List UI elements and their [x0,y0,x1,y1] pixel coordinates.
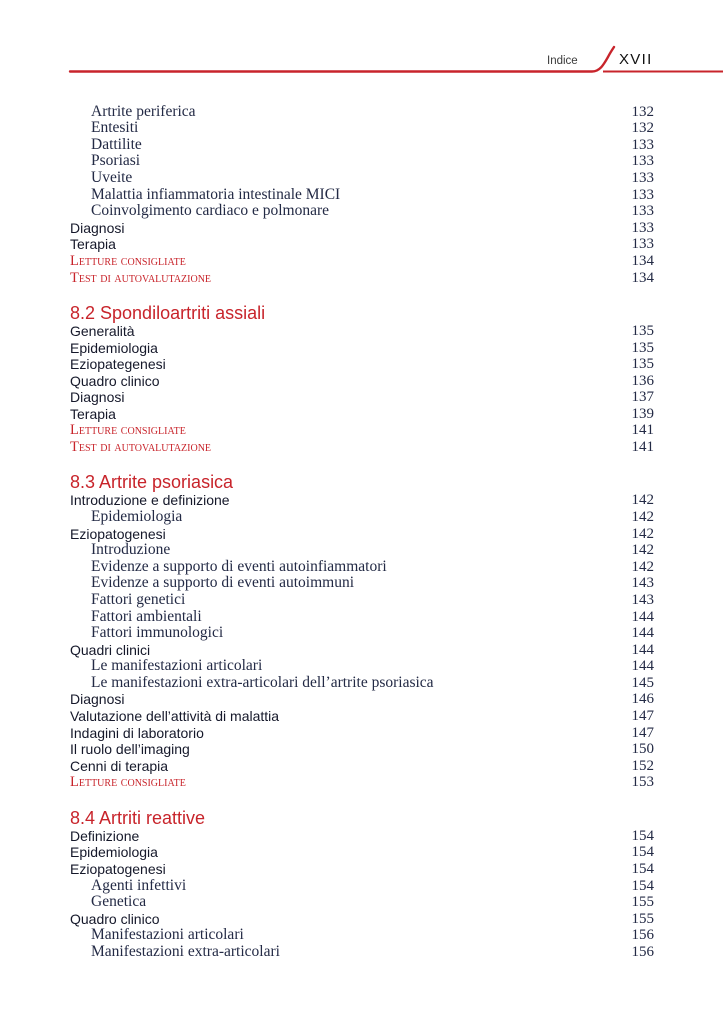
section-heading: 8.3 Artrite psoriasica [70,472,234,493]
toc-entry-page: 142 [631,508,654,525]
toc-entry-page: 156 [631,943,654,960]
toc-entry-title: Quadro clinico [70,372,160,389]
toc-entry [70,340,654,357]
toc-entry-page: 133 [631,136,654,153]
toc-entry-page: 133 [631,170,654,187]
toc-entry-page: 146 [631,691,654,708]
toc-entry-title: Fattori ambientali [91,607,202,625]
toc-entry-page: 144 [631,625,654,642]
toc-entry [70,526,654,543]
toc-entry [70,492,654,509]
toc-entry-page: 135 [631,339,654,356]
toc-entry [70,927,654,944]
toc-entry-page: 142 [631,542,654,559]
toc-entry-title: Generalità [70,322,135,339]
toc-entry-title: Epidemiologia [91,507,183,525]
toc-entry-title: Definizione [70,827,140,844]
toc-entry-title: Genetica [91,893,147,911]
toc-entry [70,592,654,609]
toc-entry-page: 156 [631,927,654,944]
toc-entry [70,609,654,626]
toc-entry-title: Psoriasi [91,152,141,170]
toc-entry-title: Terapia [70,405,116,422]
toc-entry [70,203,654,220]
toc-entry-page: 147 [631,724,654,741]
toc-entry-title: Letture consigliate [70,422,186,439]
toc-entry [70,741,654,758]
toc [70,104,654,961]
toc-entry-title: Valutazione dell’attività di malattia [70,708,280,725]
toc-entry-title: Dattilite [91,135,142,153]
toc-entry-title: Introduzione e definizione [70,492,230,509]
running-head: Indice [547,55,578,67]
section-heading: 8.4 Artriti reattive [70,807,206,828]
toc-entry-page: 142 [631,492,654,509]
toc-entry [70,658,654,675]
toc-entry-page: 154 [631,827,654,844]
toc-entry-title: Agenti infettivi [91,876,187,894]
toc-entry [70,220,654,237]
toc-entry-title: Letture consigliate [70,253,186,270]
header-rule-line [70,47,614,72]
toc-entry-page: 143 [631,575,654,592]
toc-entry [70,642,654,659]
toc-entry [70,422,654,439]
toc-entry-title: Evidenze a supporto di eventi autoinfiammatori [91,557,387,575]
toc-entry-page: 134 [631,269,654,286]
toc-entry-page: 154 [631,877,654,894]
toc-entry-page: 135 [631,356,654,373]
toc-entry-title: Eziopatogenesi [70,525,166,542]
toc-entry-page: 132 [631,120,654,137]
section-heading: 8.2 Spondiloartriti assiali [70,302,266,323]
toc-entry-title: Quadri clinici [70,641,151,658]
toc-entry [70,389,654,406]
toc-entry-title: Manifestazioni extra-articolari [91,942,280,960]
toc-entry [70,725,654,742]
toc-entry-page: 133 [631,203,654,220]
toc-entry [70,373,654,390]
toc-entry [70,137,654,154]
toc-entry-title: Test di autovalutazione [70,439,212,456]
toc-entry-page: 154 [631,844,654,861]
toc-entry-page: 144 [631,658,654,675]
toc-entry-title: Le manifestazioni extra-articolari dell’artrite psoriasica [91,673,434,691]
toc-entry [70,153,654,170]
toc-entry-title: Epidemiologia [70,339,158,356]
toc-entry-title: Fattori immunologici [91,624,224,642]
toc-entry-title: Letture consigliate [70,774,186,791]
toc-entry [70,708,654,725]
toc-entry-page: 152 [631,757,654,774]
toc-entry [70,406,654,423]
toc-entry-title: Uveite [91,169,133,187]
toc-entry-page: 135 [631,322,654,339]
toc-entry-page: 154 [631,860,654,877]
toc-entry [70,575,654,592]
toc-entry [70,758,654,775]
toc-entry-title: Artrite periferica [91,102,196,120]
toc-entry [70,542,654,559]
toc-entry-title: Cenni di terapia [70,757,169,774]
toc-entry [70,861,654,878]
toc-group-continued [70,104,654,287]
toc-entry-page: 142 [631,525,654,542]
toc-entry [70,691,654,708]
toc-entry-page: 142 [631,558,654,575]
toc-entry-title: Diagnosi [70,389,125,406]
toc-entry [70,509,654,526]
toc-entry [70,439,654,456]
toc-entry-title: Diagnosi [70,219,125,236]
toc-entry-title: Diagnosi [70,691,125,708]
toc-entry-title: Fattori genetici [91,590,186,608]
toc-entry-title: Entesiti [91,119,139,137]
toc-entry-page: 141 [631,422,654,439]
toc-entry [70,944,654,961]
toc-entry-page: 133 [631,236,654,253]
toc-entry [70,236,654,253]
toc-entry-title: Evidenze a supporto di eventi autoimmuni [91,574,355,592]
toc-entry-title: Test di autovalutazione [70,269,212,286]
toc-entry [70,120,654,137]
toc-entry [70,625,654,642]
toc-entry [70,911,654,928]
toc-entry-title: Malattia infiammatoria intestinale MICI [91,185,341,203]
toc-entry-page: 137 [631,389,654,406]
toc-entry-page: 143 [631,591,654,608]
toc-entry-title: Coinvolgimento cardiaco e polmonare [91,202,330,220]
toc-entry-title: Indagini di laboratorio [70,724,204,741]
toc-entry [70,170,654,187]
toc-entry-title: Introduzione [91,541,171,559]
toc-entry-page: 145 [631,674,654,691]
toc-entry [70,894,654,911]
toc-entry [70,104,654,121]
toc-entry [70,878,654,895]
toc-entry [70,270,654,287]
toc-entry-page: 155 [631,910,654,927]
toc-entry-page: 133 [631,153,654,170]
toc-entry-page: 153 [631,774,654,791]
toc-entry-title: Il ruolo dell’imaging [70,741,190,758]
toc-section [70,303,654,456]
toc-entry [70,844,654,861]
toc-entry-title: Le manifestazioni articolari [91,657,263,675]
toc-entry-page: 136 [631,372,654,389]
toc-section [70,808,654,961]
toc-entry-page: 141 [631,439,654,456]
toc-entry-page: 144 [631,641,654,658]
toc-entry [70,323,654,340]
toc-entry-title: Terapia [70,236,116,253]
toc-entry-page: 147 [631,708,654,725]
toc-entry [70,187,654,204]
toc-entry-title: Quadro clinico [70,910,160,927]
toc-entry-page: 139 [631,405,654,422]
toc-entry-page: 150 [631,741,654,758]
toc-entry-title: Epidemiologia [70,844,158,861]
toc-entry [70,675,654,692]
toc-section [70,472,654,791]
toc-entry [70,828,654,845]
toc-entry [70,559,654,576]
toc-entry [70,774,654,791]
toc-entry-page: 133 [631,186,654,203]
header-rule [0,0,723,80]
toc-entry-page: 134 [631,253,654,270]
toc-entry-page: 144 [631,608,654,625]
toc-entry-page: 133 [631,219,654,236]
toc-entry-page: 132 [631,103,654,120]
toc-entry [70,356,654,373]
toc-entry-page: 155 [631,894,654,911]
page-number: XVII [619,51,653,68]
toc-entry-title: Manifestazioni articolari [91,926,244,944]
toc-entry-title: Eziopategenesi [70,356,166,373]
toc-entry-title: Eziopatogenesi [70,860,166,877]
toc-entry [70,253,654,270]
